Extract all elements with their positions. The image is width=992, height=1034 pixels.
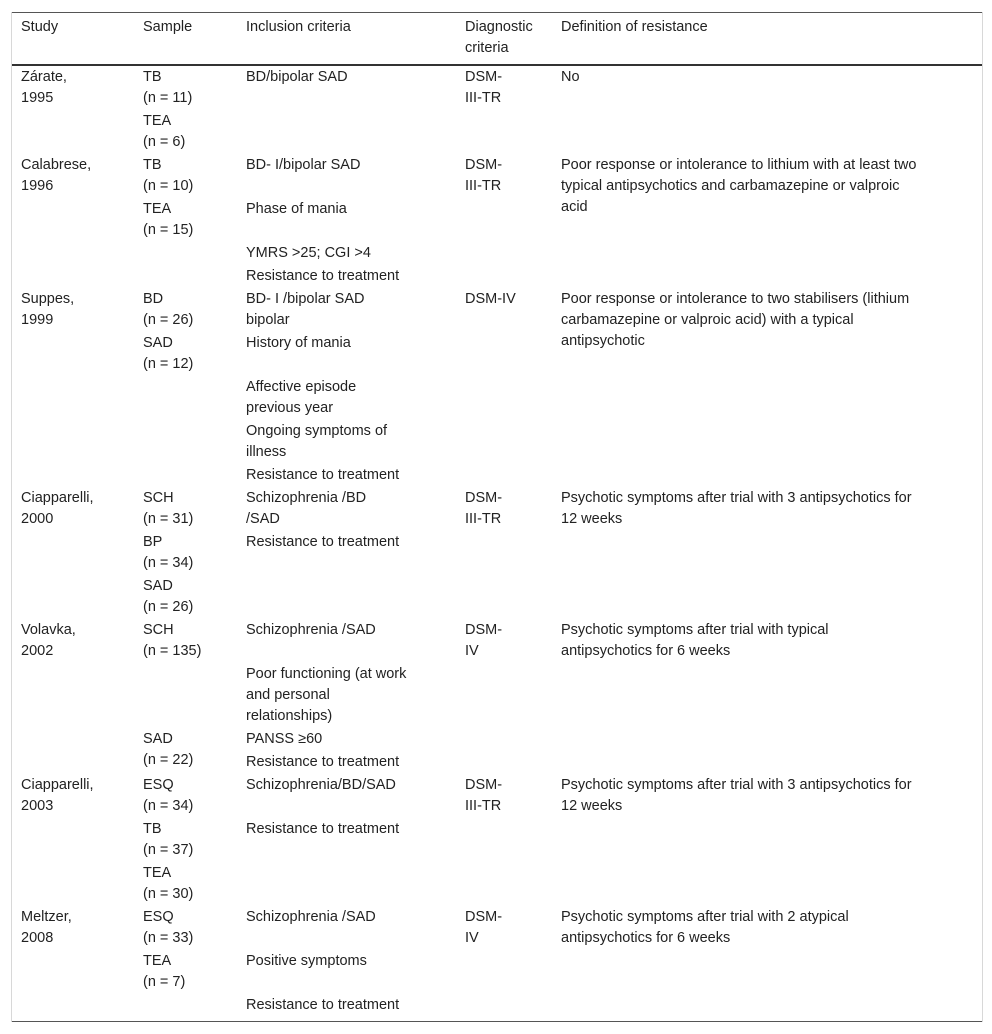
row-sample: (n = 22) [143,752,194,768]
row-study: Suppes, [21,291,75,307]
row-inclusion: History of mania [246,335,351,351]
row-diagnostic: III-TR [465,798,502,814]
row-diagnostic: DSM- [465,157,503,173]
row-study: 1996 [21,178,54,194]
row-inclusion: and personal [246,687,330,703]
row-inclusion: Resistance to treatment [246,268,400,284]
row-sample: (n = 10) [143,178,194,194]
row-sample: (n = 34) [143,555,194,571]
row-inclusion: illness [246,444,287,460]
row-sample: TEA [143,201,172,217]
row-inclusion: PANSS ≥60 [246,731,323,747]
row-inclusion: relationships) [246,708,333,724]
row-sample: (n = 26) [143,312,194,328]
row-sample: TEA [143,865,172,881]
row-diagnostic: DSM- [465,69,503,85]
header-diagnostic-criteria-line2: criteria [465,40,509,56]
row-inclusion: Affective episode [246,379,357,395]
row-sample: TB [143,69,162,85]
row-resistance: typical antipsychotics and carbamazepine or valproic [561,178,900,194]
header-inclusion-criteria: Inclusion criteria [246,19,351,35]
row-sample: SCH [143,490,174,506]
row-diagnostic: III-TR [465,178,502,194]
row-inclusion: Resistance to treatment [246,754,400,770]
header-sample: Sample [143,19,193,35]
row-sample: TEA [143,953,172,969]
row-resistance: Poor response or intolerance to lithium with at least two [561,157,917,173]
header-diagnostic-criteria-line1: Diagnostic [465,19,533,35]
row-diagnostic: DSM- [465,777,503,793]
row-inclusion: Positive symptoms [246,953,367,969]
row-inclusion: BD- I/bipolar SAD [246,157,361,173]
row-sample: BP [143,534,163,550]
row-sample: (n = 34) [143,798,194,814]
row-study: Ciapparelli, [21,777,94,793]
row-study: Ciapparelli, [21,490,94,506]
row-resistance: 12 weeks [561,798,623,814]
row-sample: TEA [143,113,172,129]
row-sample: (n = 6) [143,134,186,150]
row-inclusion: Ongoing symptoms of [246,423,388,439]
row-inclusion: Schizophrenia /BD [246,490,367,506]
row-resistance: Psychotic symptoms after trial with 2 atypical [561,909,849,925]
row-diagnostic: DSM-IV [465,291,516,307]
row-inclusion: bipolar [246,312,290,328]
header-study: Study [21,19,59,35]
row-study: 2008 [21,930,54,946]
row-sample: (n = 11) [143,90,193,106]
row-sample: (n = 7) [143,974,186,990]
header-definition-of-resistance: Definition of resistance [561,19,708,35]
row-resistance: Psychotic symptoms after trial with 3 antipsychotics for [561,490,912,506]
row-inclusion: BD- I /bipolar SAD [246,291,365,307]
table-top-rule [12,12,982,13]
row-sample: (n = 15) [143,222,194,238]
row-sample: (n = 12) [143,356,194,372]
row-resistance: acid [561,199,588,215]
row-sample: (n = 30) [143,886,194,902]
row-inclusion: Resistance to treatment [246,821,400,837]
row-study: Meltzer, [21,909,72,925]
row-inclusion: Schizophrenia /SAD [246,622,376,638]
row-sample: TB [143,821,162,837]
row-study: 2002 [21,643,54,659]
row-study: Calabrese, [21,157,92,173]
row-sample: SAD [143,731,173,747]
row-resistance: Psychotic symptoms after trial with 3 antipsychotics for [561,777,912,793]
row-diagnostic: DSM- [465,622,503,638]
row-inclusion: YMRS >25; CGI >4 [246,245,371,261]
row-inclusion: Resistance to treatment [246,467,400,483]
row-sample: (n = 37) [143,842,194,858]
row-study: Zárate, [21,69,67,85]
row-resistance: No [561,69,580,85]
row-inclusion: BD/bipolar SAD [246,69,348,85]
row-resistance: antipsychotics for 6 weeks [561,930,731,946]
row-study: 1999 [21,312,54,328]
row-resistance: 12 weeks [561,511,623,527]
row-study: 2000 [21,511,54,527]
row-inclusion: /SAD [246,511,280,527]
row-diagnostic: IV [465,643,479,659]
row-sample: (n = 135) [143,643,202,659]
row-inclusion: Resistance to treatment [246,534,400,550]
row-sample: ESQ [143,909,174,925]
row-inclusion: Schizophrenia /SAD [246,909,376,925]
row-sample: (n = 33) [143,930,194,946]
row-sample: SCH [143,622,174,638]
row-sample: ESQ [143,777,174,793]
row-sample: SAD [143,578,173,594]
row-diagnostic: IV [465,930,479,946]
row-study: Volavka, [21,622,76,638]
row-study: 2003 [21,798,54,814]
row-inclusion: Poor functioning (at work [246,666,407,682]
row-resistance: carbamazepine or valproic acid) with a typical [561,312,854,328]
row-inclusion: previous year [246,400,334,416]
row-sample: (n = 26) [143,599,194,615]
row-resistance: Poor response or intolerance to two stabilisers (lithium [561,291,910,307]
row-sample: BD [143,291,164,307]
row-diagnostic: III-TR [465,90,502,106]
row-diagnostic: DSM- [465,490,503,506]
row-resistance: antipsychotics for 6 weeks [561,643,731,659]
row-sample: SAD [143,335,173,351]
row-inclusion: Schizophrenia/BD/SAD [246,777,396,793]
row-diagnostic: III-TR [465,511,502,527]
row-inclusion: Resistance to treatment [246,997,400,1013]
row-diagnostic: DSM- [465,909,503,925]
row-sample: TB [143,157,162,173]
row-inclusion: Phase of mania [246,201,347,217]
row-sample: (n = 31) [143,511,194,527]
row-resistance: antipsychotic [561,333,645,349]
row-resistance: Psychotic symptoms after trial with typical [561,622,829,638]
table-bottom-rule [12,1021,982,1022]
row-study: 1995 [21,90,54,106]
table-header-rule [12,64,982,66]
